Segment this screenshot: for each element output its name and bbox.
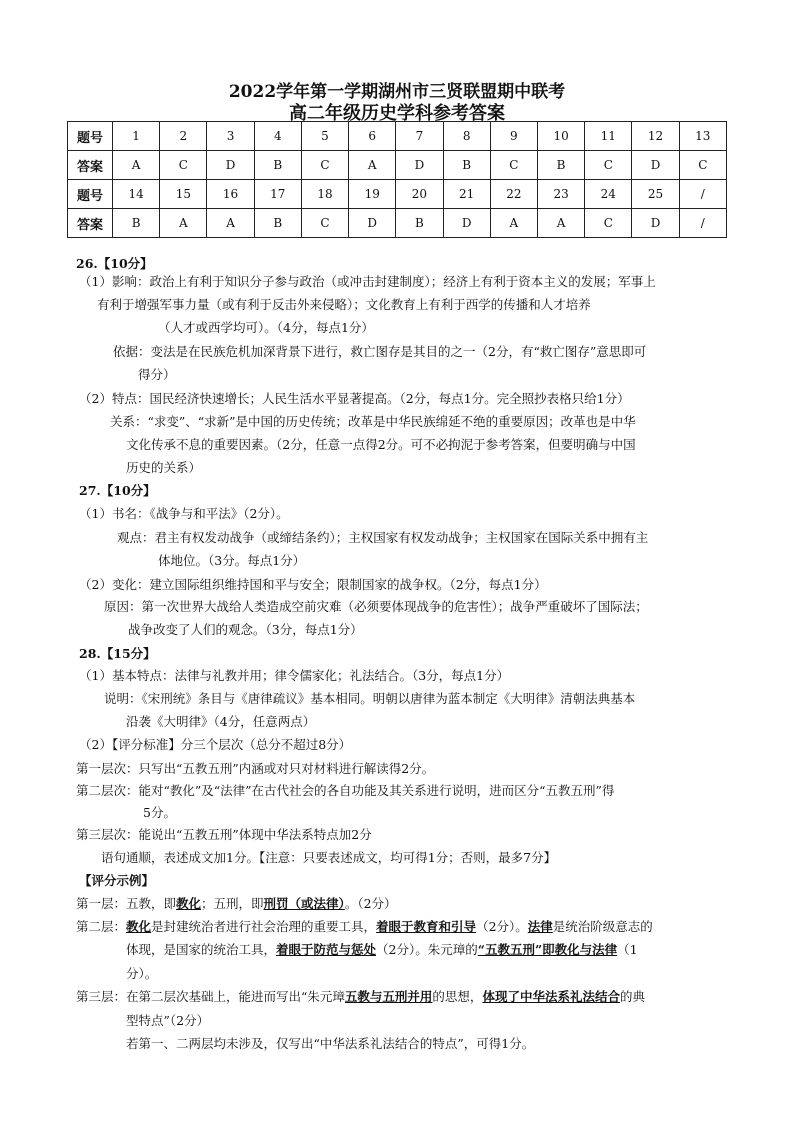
- answer-line: [76, 826, 372, 843]
- line-text: （1: [617, 942, 638, 957]
- line-text: 文化传承不息的重要因素。（2分，任意一点得2分。可不必拘泥于参考答案，但要明确与中国: [126, 437, 636, 452]
- line-text: 有利于增强军事力量（或有利于反击外来侵略）；文化教育上有利于西学的传播和人才培养: [97, 297, 591, 312]
- table-cell: 5: [301, 122, 348, 151]
- key-phrase: 刑罚（或法律）: [263, 896, 345, 911]
- line-text: （2）【评分标准】分三个层次（总分不超过8分）: [79, 737, 352, 752]
- table-cell: C: [585, 209, 632, 238]
- line-text: 第一层：五教，即: [76, 896, 177, 911]
- answer-line: [126, 941, 638, 958]
- table-cell: B: [396, 209, 443, 238]
- line-text: 是封建统治者进行社会治理的重要工具，: [151, 919, 377, 934]
- key-phrase: 着眼于教育和引导: [376, 919, 477, 934]
- answer-line: [97, 296, 591, 313]
- table-cell: 13: [679, 122, 726, 151]
- table-row: [68, 122, 727, 151]
- line-text: 分）。: [126, 966, 158, 981]
- line-text: 战争改变了人们的观念。（3分，每点1分）: [128, 622, 363, 637]
- table-row: [68, 209, 727, 238]
- table-cell: 23: [537, 180, 584, 209]
- line-text: （1）书名：《战争与和平法》（2分）。: [79, 506, 289, 521]
- line-text: 语句通顺，表述成文加1分。【注意：只要表述成文，均可得1分；否则，最多7分】: [101, 850, 557, 865]
- line-text: 第一层次：只写出“五教五刑”内涵或对只对材料进行解读得2分。: [76, 761, 435, 776]
- line-text: 历史的关系）: [126, 460, 202, 475]
- table-cell: 7: [396, 122, 443, 151]
- answer-line: [79, 645, 156, 662]
- table-cell: C: [679, 151, 726, 180]
- answer-line: [79, 736, 351, 753]
- answer-line: [101, 849, 556, 866]
- answer-line: [128, 621, 363, 638]
- table-cell: D: [207, 151, 254, 180]
- line-text: 型特点”（2分）: [126, 1013, 210, 1028]
- question-heading: 27.【10分】: [79, 483, 156, 498]
- table-cell: A: [490, 209, 537, 238]
- table-cell: A: [349, 151, 396, 180]
- answer-line: [126, 1035, 534, 1052]
- table-cell: B: [537, 151, 584, 180]
- table-cell: /: [679, 209, 726, 238]
- table-cell: A: [113, 151, 160, 180]
- table-cell: D: [632, 209, 679, 238]
- answer-line: [79, 273, 656, 290]
- table-cell: 4: [254, 122, 301, 151]
- answer-line: [126, 713, 315, 730]
- key-phrase: 法律: [527, 919, 553, 934]
- table-cell: 19: [349, 180, 396, 209]
- table-cell: 17: [254, 180, 301, 209]
- table-cell: 11: [585, 122, 632, 151]
- table-cell: 1: [113, 122, 160, 151]
- question-heading: 28.【15分】: [79, 646, 156, 661]
- answer-line: [104, 598, 648, 615]
- table-cell: B: [254, 151, 301, 180]
- line-text: 第二层次：能对“教化”及“法律”在古代社会的各自功能及其关系进行说明，进而区分“五教五刑”得: [76, 783, 615, 798]
- answer-line: [76, 895, 397, 912]
- answer-line: [117, 529, 648, 546]
- table-cell: D: [396, 151, 443, 180]
- line-text: 依据：变法是在民族危机加深背景下进行，救亡图存是其目的之一（2分，有“救亡图存”意思即可: [113, 344, 647, 359]
- key-phrase: 着眼于防范与惩处: [276, 942, 377, 957]
- table-row: [68, 151, 727, 180]
- line-text: 是统治阶级意志的: [552, 919, 653, 934]
- key-phrase: 教化: [176, 896, 202, 911]
- table-cell: 21: [443, 180, 490, 209]
- answer-line: [126, 436, 636, 453]
- answer-line: [126, 965, 157, 982]
- table-cell: C: [301, 209, 348, 238]
- line-text: 第三层：在第二层次基础上，能进而写出“朱元璋: [76, 989, 345, 1004]
- answer-line: [79, 872, 154, 889]
- exam-title: 2022学年第一学期湖州市三贤联盟期中联考: [228, 82, 566, 102]
- table-cell: C: [490, 151, 537, 180]
- answer-line: [79, 667, 509, 684]
- table-cell: A: [160, 209, 207, 238]
- table-row-header: 题号: [68, 180, 113, 209]
- line-text: （2分）。: [476, 919, 528, 934]
- table-cell: B: [113, 209, 160, 238]
- line-text: 原因：第一次世界大战给人类造成空前灾难（必须要体现战争的危害性）；战争严重破坏了国际法；: [104, 599, 648, 614]
- answer-line: [79, 505, 289, 522]
- answer-line: [126, 459, 201, 476]
- table-row-header: 题号: [68, 122, 113, 151]
- answer-line: [79, 482, 156, 499]
- answer-line: [76, 255, 153, 272]
- answer-line: [138, 366, 176, 383]
- table-row: [68, 180, 727, 209]
- line-text: ；五刑，即: [201, 896, 264, 911]
- table-cell: C: [585, 151, 632, 180]
- line-text: （1）基本特点：法律与礼教并用；律令儒家化；礼法结合。（3分，每点1分）: [79, 668, 510, 683]
- line-text: （人才或西学均可）。（4分，每点1分）: [158, 320, 374, 335]
- answer-line: [76, 760, 434, 777]
- table-cell: 18: [301, 180, 348, 209]
- line-text: 第二层：: [76, 919, 127, 934]
- answer-line: [76, 782, 614, 799]
- table-cell: D: [443, 209, 490, 238]
- line-text: 说明：《宋刑统》条目与《唐律疏议》基本相同。明朝以唐律为蓝本制定《大明律》清朝法典基本: [104, 691, 636, 706]
- table-row-header: 答案: [68, 151, 113, 180]
- question-heading: 【评分示例】: [79, 873, 155, 888]
- answer-line: [143, 804, 176, 821]
- line-text: 第三层次：能说出“五教五刑”体现中华法系特点加2分: [76, 827, 372, 842]
- table-cell: 25: [632, 180, 679, 209]
- table-cell: C: [160, 151, 207, 180]
- line-text: 的典: [619, 989, 645, 1004]
- line-text: 沿袭《大明律》（4分，任意两点）: [126, 714, 316, 729]
- line-text: 得分）: [138, 367, 176, 382]
- question-heading: 26.【10分】: [76, 256, 153, 271]
- answer-line: [76, 918, 653, 935]
- table-cell: 12: [632, 122, 679, 151]
- line-text: 体现，是国家的统治工具，: [126, 942, 277, 957]
- table-cell: 16: [207, 180, 254, 209]
- line-text: 观点：君主有权发动战争（或缔结条约）；主权国家有权发动战争；主权国家在国际关系中拥有主: [117, 530, 649, 545]
- table-cell: B: [443, 151, 490, 180]
- key-phrase: 教化: [126, 919, 152, 934]
- line-text: 关系：“求变”、“求新”是中国的历史传统；改革是中华民族绵延不绝的重要原因；改革也是中华: [110, 414, 636, 429]
- answer-line: [76, 988, 645, 1005]
- line-text: （2）特点：国民经济快速增长；人民生活水平显著提高。（2分，每点1分。完全照抄表格只给1分）: [79, 391, 630, 406]
- table-cell: 24: [585, 180, 632, 209]
- table-cell: D: [349, 209, 396, 238]
- answer-line: [158, 319, 374, 336]
- table-cell: A: [537, 209, 584, 238]
- table-cell: /: [679, 180, 726, 209]
- table-cell: B: [254, 209, 301, 238]
- table-cell: 15: [160, 180, 207, 209]
- table-cell: 9: [490, 122, 537, 151]
- table-cell: 10: [537, 122, 584, 151]
- table-cell: 22: [490, 180, 537, 209]
- key-phrase: 体现了中华法系礼法结合: [482, 989, 620, 1004]
- answer-line: [104, 690, 635, 707]
- key-phrase: 五教与五刑并用: [344, 989, 433, 1004]
- answer-line: [79, 390, 630, 407]
- table-cell: 2: [160, 122, 207, 151]
- line-text: 。（2分）: [344, 896, 397, 911]
- answer-line: [113, 343, 646, 360]
- answer-line: [158, 552, 305, 569]
- answer-line: [79, 576, 547, 593]
- table-cell: 20: [396, 180, 443, 209]
- table-cell: 14: [113, 180, 160, 209]
- answer-line: [110, 413, 636, 430]
- line-text: 5分。: [143, 805, 176, 820]
- line-text: 的思想，: [432, 989, 483, 1004]
- line-text: 若第一、二两层均未涉及，仅写出“中华法系礼法结合的特点”，可得1分。: [126, 1036, 535, 1051]
- answer-key-subtitle: 高二年级历史学科参考答案: [289, 103, 505, 124]
- table-cell: 8: [443, 122, 490, 151]
- table-cell: C: [301, 151, 348, 180]
- line-text: （1）影响：政治上有利于知识分子参与政治（或冲击封建制度）；经济上有利于资本主义的发展；军事上: [79, 274, 656, 289]
- line-text: （2分）。朱元璋的: [376, 942, 478, 957]
- answer-line: [126, 1012, 209, 1029]
- key-phrase: “五教五刑”即教化与法律: [477, 942, 618, 957]
- table-cell: 6: [349, 122, 396, 151]
- table-cell: D: [632, 151, 679, 180]
- table-cell: 3: [207, 122, 254, 151]
- table-cell: A: [207, 209, 254, 238]
- line-text: 体地位。（3分。每点1分）: [158, 553, 306, 568]
- multiple-choice-answer-table: [67, 121, 727, 238]
- line-text: （2）变化：建立国际组织维持国和平与安全；限制国家的战争权。（2分，每点1分）: [79, 577, 547, 592]
- table-row-header: 答案: [68, 209, 113, 238]
